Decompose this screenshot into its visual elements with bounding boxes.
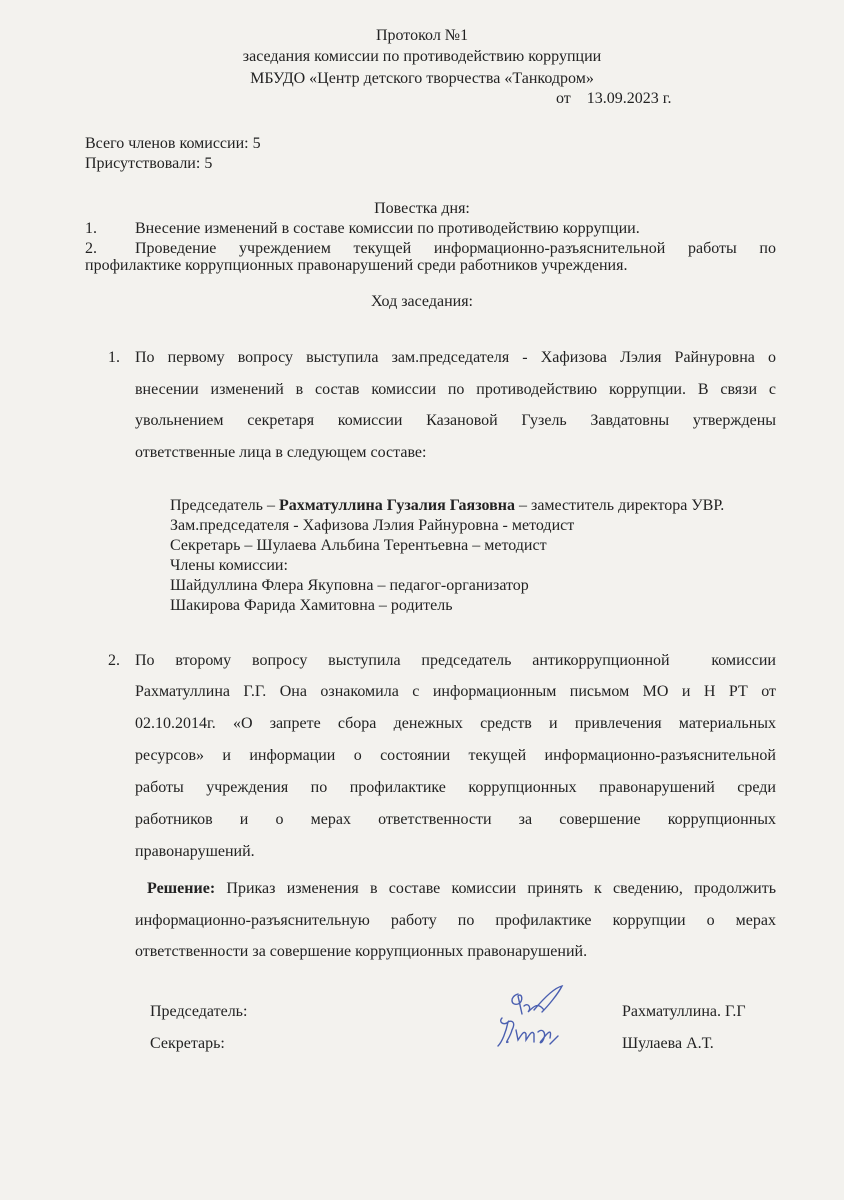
section2-line: По второму вопросу выступила председатель антикоррупционной комиссии: [135, 652, 776, 669]
secretary-signature-label: Секретарь:: [150, 1035, 225, 1052]
agenda-item: Внесение изменений в составе комиссии по противодействию коррупции.: [135, 220, 640, 237]
total-members: Всего членов комиссии: 5: [85, 135, 261, 152]
protocol-title: Протокол №1: [375, 27, 469, 44]
agenda-item-number: 2.: [85, 240, 97, 257]
chair-signature-label: Председатель:: [150, 1003, 248, 1020]
decision-text: Приказ изменения в составе комиссии принять к сведению, продолжить: [215, 880, 776, 897]
agenda-item: Проведение учреждением текущей информационно-разъяснительной работы по: [135, 240, 776, 257]
agenda-title: Повестка дня:: [374, 200, 470, 217]
protocol-subtitle: заседания комиссии по противодействию коррупции: [242, 48, 602, 65]
chair-name: Рахматуллина Гузалия Гаязовна: [278, 497, 515, 514]
members-label: Члены комиссии:: [170, 557, 288, 574]
agenda-item-continuation: профилактике коррупционных правонарушений среди работников учреждения.: [85, 257, 628, 274]
chair-position: – заместитель директора УВР.: [515, 497, 725, 514]
decision-line: [147, 879, 776, 899]
section1-line: По первому вопросу выступила зам.председателя - Хафизова Лэлия Райнуровна о: [135, 349, 776, 366]
present-members: Присутствовали: 5: [85, 155, 213, 172]
section2-line: правонарушений.: [135, 843, 255, 860]
protocol-date: от 13.09.2023 г.: [556, 90, 672, 107]
chair-prefix: Председатель –: [170, 497, 279, 514]
member: Шакирова Фарида Хамитовна – родитель: [170, 597, 453, 614]
decision-line: ответственности за совершение коррупционных правонарушений.: [135, 943, 588, 960]
section1-line: ответственные лица в следующем составе:: [135, 444, 427, 461]
member-vice-chair: Зам.председателя - Хафизова Лэлия Райнуровна - методист: [170, 517, 575, 534]
section-number: 1.: [108, 349, 120, 366]
section2-line: работы учреждения по профилактике коррупционных правонарушений среди: [135, 779, 776, 796]
member-chair: [170, 496, 724, 516]
section1-line: увольнением секретаря комиссии Казановой Гузель Завдатовны утверждены: [135, 412, 776, 429]
section2-line: ресурсов» и информации о состоянии текущей информационно-разъяснительной: [135, 747, 776, 764]
organization-name: МБУДО «Центр детского творчества «Танкодром»: [250, 70, 594, 87]
decision-line: информационно-разъяснительную работу по профилактике коррупции о мерах: [135, 912, 776, 929]
chair-signature: [512, 986, 562, 1014]
proceedings-title: Ход заседания:: [370, 293, 473, 310]
member-secretary: Секретарь – Шулаева Альбина Терентьевна – методист: [170, 537, 547, 554]
section1-line: внесении изменений в состав комиссии по противодействию коррупции. В связи с: [135, 381, 776, 398]
section2-line: работников и о мерах ответственности за совершение коррупционных: [135, 811, 776, 828]
member: Шайдуллина Флера Якуповна – педагог-организатор: [170, 577, 529, 594]
section2-line: 02.10.2014г. «О запрете сбора денежных средств и привлечения материальных: [135, 715, 776, 732]
decision-label: Решение:: [147, 880, 216, 897]
secretary-signature: [498, 1018, 558, 1046]
secretary-signature-name: Шулаева А.Т.: [622, 1035, 714, 1052]
section-number: 2.: [108, 652, 120, 669]
chair-signature-name: Рахматуллина. Г.Г: [622, 1003, 746, 1020]
handwritten-signatures: [488, 982, 578, 1052]
agenda-item-number: 1.: [85, 220, 97, 237]
section2-line: Рахматуллина Г.Г. Она ознакомила с информационным письмом МО и Н РТ от: [135, 683, 776, 700]
